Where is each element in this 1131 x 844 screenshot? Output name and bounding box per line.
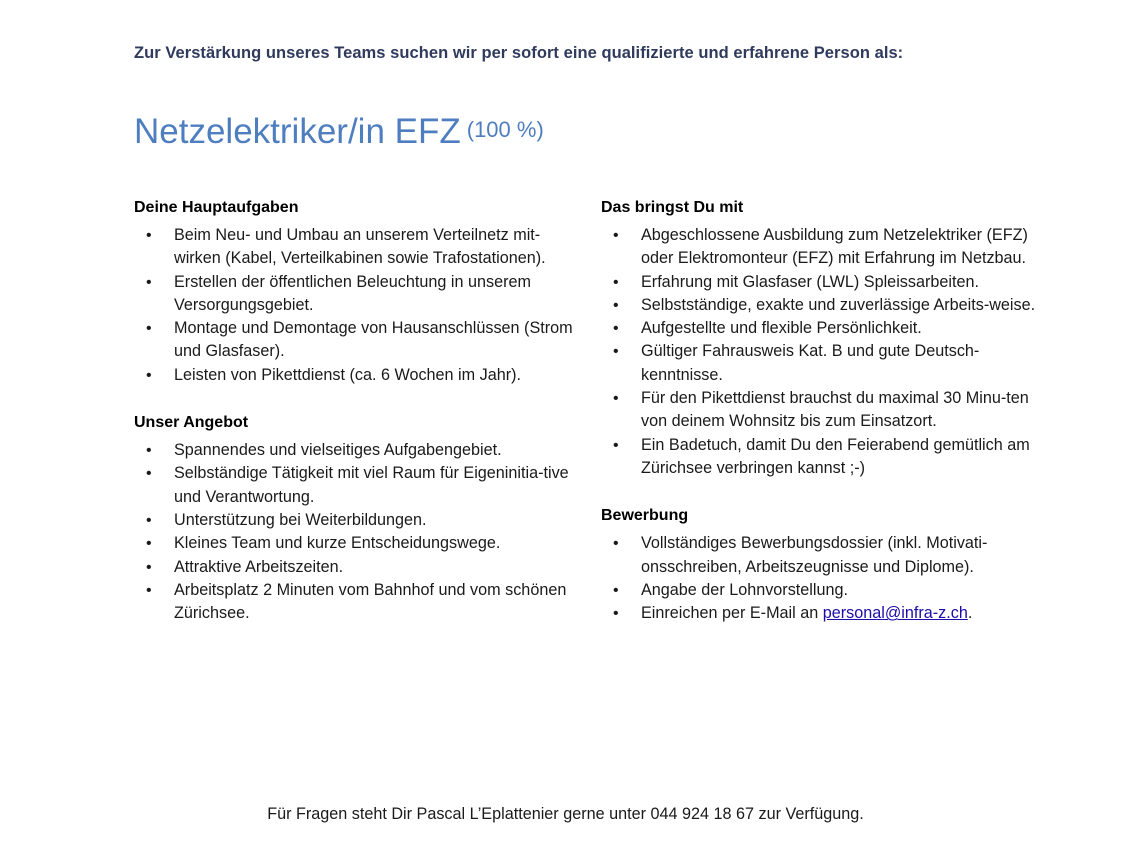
- list-item: [601, 271, 1046, 294]
- list-item-text: Attraktive Arbeitszeiten.: [174, 557, 344, 576]
- section-heading-tasks: Deine Hauptaufgaben: [134, 199, 299, 216]
- requirements-list: [601, 224, 1051, 480]
- job-title-percent: (100 %): [466, 117, 544, 142]
- list-item-text: Erstellen der öffentlichen Beleuchtung in unserem Versorgungsgebiet.: [174, 272, 531, 314]
- list-item: [601, 579, 1046, 602]
- list-item: [134, 439, 574, 462]
- bullet-icon: •: [146, 581, 152, 599]
- list-item-text: Arbeitsplatz 2 Minuten vom Bahnhof und vom schönen Zürichsee.: [174, 580, 567, 623]
- section-requirements: [601, 198, 1051, 480]
- section-heading-requirements: Das bringst Du mit: [601, 199, 744, 216]
- bullet-icon: •: [613, 436, 619, 454]
- list-item-text: Aufgestellte und flexible Persönlichkeit.: [641, 319, 922, 338]
- email-item-suffix: .: [967, 604, 973, 623]
- list-item: [134, 509, 574, 532]
- job-title-main: Netzelektriker/in EFZ: [134, 112, 461, 151]
- bullet-icon: •: [146, 558, 152, 576]
- bullet-icon: •: [146, 442, 152, 460]
- section-heading-application: Bewerbung: [601, 507, 689, 525]
- bullet-icon: •: [613, 581, 619, 599]
- list-item-text: Montage und Demontage von Hausanschlüssen (Strom und Glasfaser).: [174, 319, 573, 361]
- right-column: [601, 198, 1051, 651]
- list-item-text: Für den Pikettdienst brauchst du maximal 30 Minu-ten von deinem Wohnsitz bis zum Einsatzort.: [641, 389, 1029, 431]
- list-item-text: Vollständiges Bewerbungsdossier (inkl. Motivati-onsschreiben, Arbeitszeugnisse und Diplome).: [641, 534, 988, 576]
- list-item: [601, 532, 1046, 579]
- bullet-icon: •: [613, 390, 619, 408]
- application-list: [601, 532, 1051, 602]
- bullet-icon: •: [146, 511, 152, 529]
- bullet-icon: •: [146, 366, 152, 384]
- list-item: [601, 224, 1046, 271]
- list-item: [134, 532, 574, 555]
- bullet-icon: •: [146, 273, 152, 291]
- list-item-text: Beim Neu- und Umbau an unserem Verteilnetz mit-wirken (Kabel, Verteilkabinen sowie Trafostationen).: [174, 226, 546, 268]
- section-heading-offer: Unser Angebot: [134, 414, 249, 432]
- intro-text: Zur Verstärkung unseres Teams suchen wir per sofort eine qualifizierte und erfahrene Person als:: [134, 44, 904, 62]
- list-item-text: Erfahrung mit Glasfaser (LWL) Spleissarbeiten.: [641, 272, 979, 291]
- tasks-list: [134, 224, 584, 387]
- list-item: [134, 579, 574, 626]
- bullet-icon: •: [613, 296, 619, 314]
- bullet-icon: •: [146, 320, 152, 338]
- list-item: [134, 364, 574, 387]
- list-item: [134, 271, 574, 318]
- list-item-text: Leisten von Pikettdienst (ca. 6 Wochen im Jahr).: [174, 365, 521, 384]
- bullet-icon: •: [613, 320, 619, 338]
- bullet-icon: •: [613, 273, 619, 291]
- list-item: [601, 602, 1046, 625]
- bullet-icon: •: [613, 535, 619, 553]
- list-item: [601, 340, 1046, 387]
- section-application: [601, 506, 1051, 625]
- section-tasks: [134, 198, 584, 387]
- list-item: [601, 317, 1046, 340]
- list-item-text: Unterstützung bei Weiterbildungen.: [174, 510, 427, 529]
- bullet-icon: •: [146, 227, 152, 244]
- footer-contact: [0, 805, 1131, 824]
- list-item-text: Kleines Team und kurze Entscheidungswege.: [174, 534, 501, 553]
- list-item: [134, 317, 574, 364]
- list-item-text: Angabe der Lohnvorstellung.: [641, 580, 848, 599]
- bullet-icon: •: [613, 227, 619, 244]
- bullet-icon: •: [613, 343, 619, 361]
- bullet-icon: •: [146, 465, 152, 483]
- list-item: [601, 387, 1046, 434]
- list-item: [601, 434, 1046, 481]
- list-item-text: Ein Badetuch, damit Du den Feierabend gemütlich am Zürichsee verbringen kannst ;-): [641, 435, 1030, 477]
- list-item: [134, 462, 574, 509]
- list-item: [134, 556, 574, 579]
- list-item-text: Gültiger Fahrausweis Kat. B und gute Deutsch-kenntnisse.: [641, 342, 980, 384]
- bullet-icon: •: [146, 535, 152, 553]
- list-item-text: Selbständige Tätigkeit mit viel Raum für Eigeninitia-tive und Verantwortung.: [174, 464, 569, 506]
- footer-text: Für Fragen steht Dir Pascal L’Eplattenier gerne unter 044 924 18 67 zur Verfügung.: [267, 805, 864, 823]
- offer-list: [134, 439, 584, 625]
- list-item-text: Selbstständige, exakte und zuverlässige Arbeits-weise.: [641, 295, 1036, 314]
- list-item-text: Abgeschlossene Ausbildung zum Netzelektriker (EFZ) oder Elektromonteur (EFZ) mit Erfahrung im Netzbau.: [641, 226, 1028, 268]
- bullet-icon: •: [613, 605, 619, 623]
- email-link[interactable]: personal@infra-z.ch: [822, 604, 968, 623]
- email-item-prefix: Einreichen per E-Mail an: [641, 604, 819, 623]
- job-title: [134, 112, 544, 152]
- application-email-list: [601, 602, 1051, 625]
- section-offer: [134, 413, 584, 625]
- list-item-text: Spannendes und vielseitiges Aufgabengebiet.: [174, 441, 502, 460]
- list-item: [134, 224, 574, 271]
- list-item: [601, 294, 1046, 317]
- left-column: [134, 198, 584, 651]
